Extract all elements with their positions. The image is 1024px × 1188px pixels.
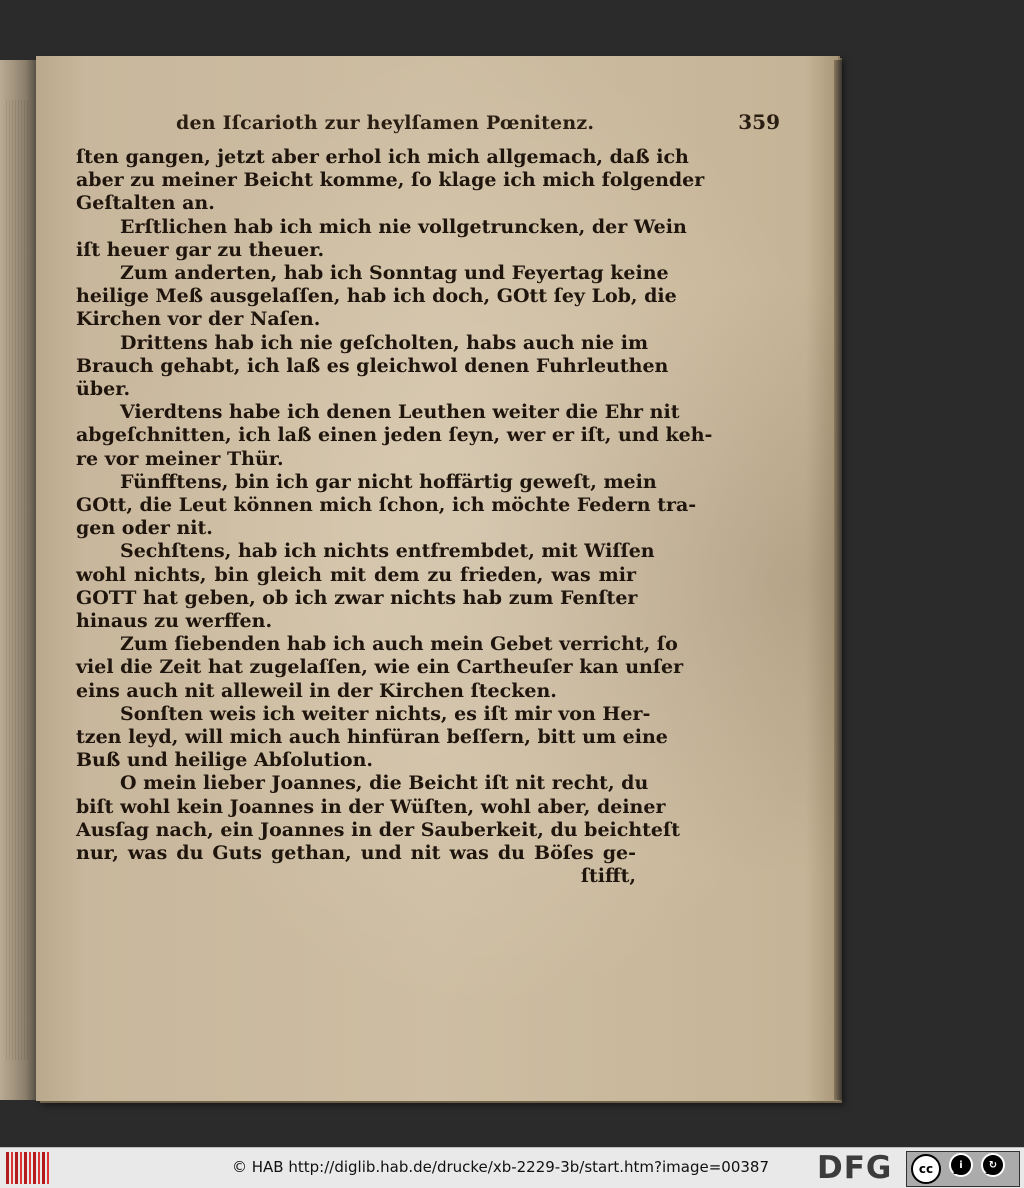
text-line: Drittens hab ich nie geſcholten, habs auch nie im	[120, 331, 649, 354]
text-line: Ausſag nach, ein Joannes in der Sauberkeit, du beichteſt	[76, 818, 680, 841]
text-line: abgeſchnitten, ich laß einen jeden ſeyn, wer er iſt, und keh-	[76, 424, 713, 447]
text-line: iſt heuer gar zu theuer.	[76, 238, 325, 261]
text-line: O mein lieber Joannes, die Beicht iſt nit recht, du	[120, 772, 649, 795]
text-line: Zum anderten, hab ich Sonntag und Feyertag keine	[120, 262, 669, 285]
text-line: GOtt, die Leut können mich ſchon, ich möchte Federn tra-	[76, 494, 697, 517]
attribution-icon: i	[949, 1153, 973, 1177]
text-line: Buß und heilige Abſolution.	[76, 749, 373, 772]
text-line: über.	[76, 378, 131, 401]
cc-icon: cc	[911, 1154, 941, 1184]
footer-bar	[0, 1147, 1024, 1188]
copyright-link[interactable]: © HAB http://diglib.hab.de/drucke/xb-2229-3b/start.htm?image=00387	[232, 1158, 770, 1176]
text-line: Vierdtens habe ich denen Leuthen weiter die Ehr nit	[120, 401, 680, 424]
text-line: heilige Meß ausgelaſſen, hab ich doch, GOtt ſey Lob, die	[76, 285, 677, 308]
text-line: Zum ſiebenden hab ich auch mein Gebet verricht, ſo	[120, 633, 678, 656]
text-line: eins auch nit alleweil in der Kirchen ſtecken.	[76, 679, 557, 702]
text-line: aber zu meiner Beicht komme, ſo klage ich mich folgender	[76, 169, 705, 192]
share-alike-icon: ↻	[981, 1153, 1005, 1177]
text-line: ſten gangen, jetzt aber erhol ich mich allgemach, daß ich	[76, 146, 689, 168]
sa-label: SA	[985, 1168, 996, 1176]
page-number: 359	[738, 110, 780, 134]
page-body-text	[76, 146, 713, 889]
catchword: ſtifft,	[580, 865, 636, 888]
text-line: biſt wohl kein Joannes in der Wüſten, wohl aber, deiner	[76, 795, 666, 818]
text-line: Kirchen vor der Naſen.	[76, 308, 321, 331]
text-line: tzen leyd, will mich auch hinfüran beſſern, bitt um eine	[76, 726, 668, 749]
text-line: Erſtlichen hab ich mich nie vollgetruncken, der Wein	[120, 215, 687, 238]
by-label: BY	[953, 1168, 964, 1176]
text-line: Sonſten weis ich weiter nichts, es iſt mir von Her-	[120, 702, 651, 725]
dfg-logo[interactable]: DFG	[817, 1150, 893, 1186]
text-line: Sechſtens, hab ich nichts entfrembdet, mit Wiſſen	[120, 540, 655, 563]
page-stack	[6, 100, 28, 1060]
running-head: den Iſcarioth zur heylſamen Pœnitenz.	[176, 112, 595, 134]
hab-logo-icon[interactable]	[6, 1152, 50, 1184]
text-line: Fünfftens, bin ich gar nicht hoffärtig geweſt, mein	[120, 470, 657, 493]
text-line: wohl nichts, bin gleich mit dem zu frieden, was mir	[76, 563, 636, 586]
page-edge-shadow	[834, 60, 842, 1100]
text-line: hinaus zu werffen.	[76, 610, 273, 633]
text-line: viel die Zeit hat zugelaſſen, wie ein Cartheuſer kan unſer	[76, 656, 684, 679]
text-line: Brauch gehabt, ich laß es gleichwol denen Fuhrleuthen	[76, 354, 669, 377]
book-fore-edge	[0, 60, 36, 1100]
book-page	[36, 56, 838, 1101]
text-line: gen oder nit.	[76, 517, 213, 540]
text-line: nur, was du Guts gethan, und nit was du Böſes ge-	[76, 842, 636, 865]
page-header	[176, 108, 780, 138]
cc-license-badge[interactable]	[906, 1151, 1020, 1187]
text-line: re vor meiner Thür.	[76, 447, 284, 470]
text-line: GOTT hat geben, ob ich zwar nichts hab zum Fenſter	[76, 586, 638, 609]
sa-group	[973, 1161, 1005, 1177]
by-group	[941, 1161, 973, 1177]
text-line: Geſtalten an.	[76, 192, 215, 215]
